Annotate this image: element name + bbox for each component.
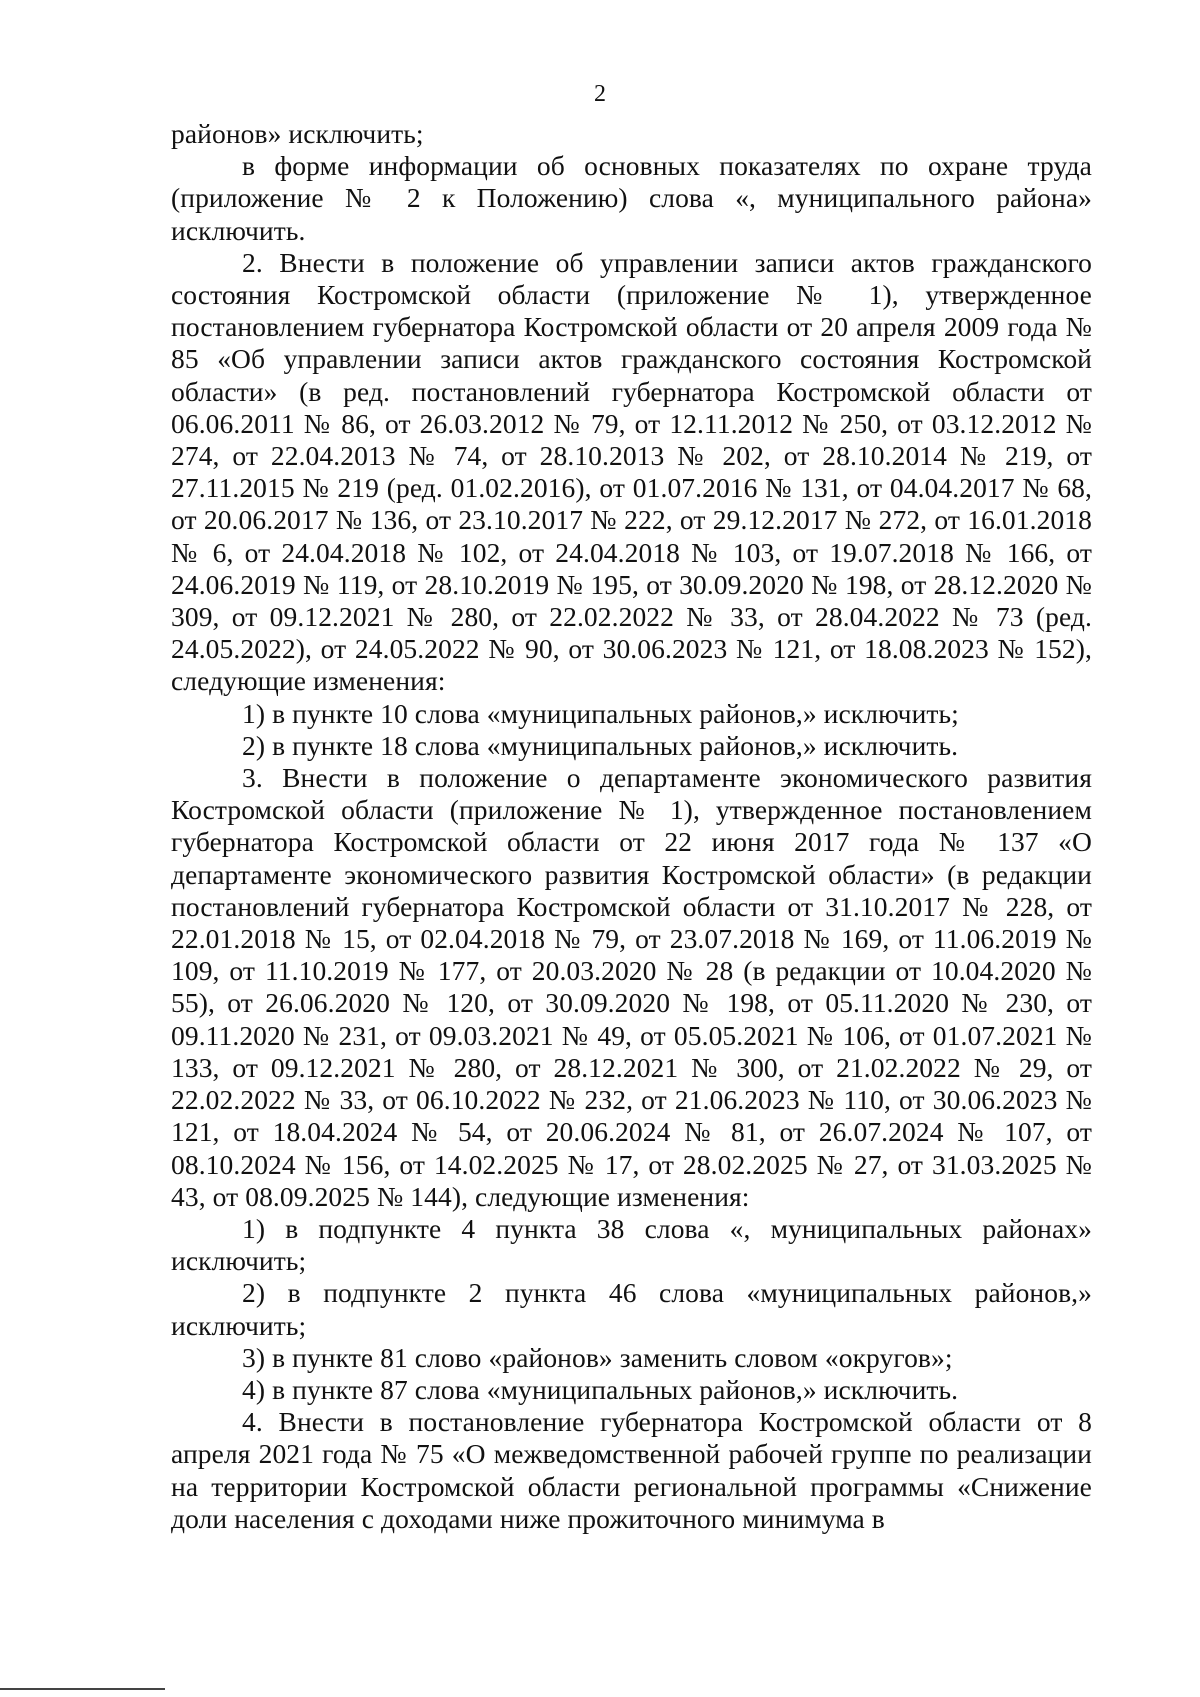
paragraph-item-2-sub-1: 1) в пункте 10 слова «муниципальных районов,» исключить; [242,697,959,729]
document-body [171,118,1092,1535]
paragraph-labor-info-form: в форме информации об основных показателях по охране труда (приложение № 2 к Положению) слова «, муниципального района» исключить. [171,150,1092,246]
paragraph-item-3-sub-1: 1) в подпункте 4 пункта 38 слова «, муниципальных районах» исключить; [171,1212,1092,1277]
page-number: 2 [594,81,606,107]
paragraph-item-3-sub-3: 3) в пункте 81 слово «районов» заменить словом «округов»; [242,1341,953,1373]
paragraph-item-2: 2. Внести в положение об управлении записи актов гражданского состояния Костромской области (приложение № 1), утвержденное постановлением губернатора Костромской области от 20 апреля 2009 года № 85 «Об управлении записи актов гражданского состояния Костромской области» (в ред. постановлений губернатора Костромской области от 06.06.2011 № 86, от 26.03.2012 № 79, от 12.11.2012 № 250, от 03.12.2012 № 274, от 22.04.2013 № 74, от 28.10.2013 № 202, от 28.10.2014 № 219, от 27.11.2015 № 219 (ред. 01.02.2016), от 01.07.2016 № 131, от 04.04.2017 № 68, от 20.06.2017 № 136, от 23.10.2017 № 222, от 29.12.2017 № 272, от 16.01.2018 № 6, от 24.04.2018 № 102, от 24.04.2018 № 103, от 19.07.2018 № 166, от 24.06.2019 № 119, от 28.10.2019 № 195, от 30.09.2020 № 198, от 28.12.2020 № 309, от 09.12.2021 № 280, от 22.02.2022 № 33, от 28.04.2022 № 73 (ред. 24.05.2022), от 24.05.2022 № 90, от 30.06.2023 № 121, от 18.08.2023 № 152), следующие изменения: [171,246,1092,697]
paragraph-item-3-sub-4: 4) в пункте 87 слова «муниципальных районов,» исключить. [242,1373,959,1405]
scan-edge-mark [0,1688,165,1690]
paragraph-item-3: 3. Внести в положение о департаменте экономического развития Костромской области (приложение № 1), утвержденное постановлением губернатора Костромской области от 22 июня 2017 года № 137 «О департаменте экономического развития Костромской области» (в редакции постановлений губернатора Костромской области от 31.10.2017 № 228, от 22.01.2018 № 15, от 02.04.2018 № 79, от 23.07.2018 № 169, от 11.06.2019 № 109, от 11.10.2019 № 177, от 20.03.2020 № 28 (в редакции от 10.04.2020 № 55), от 26.06.2020 № 120, от 30.09.2020 № 198, от 05.11.2020 № 230, от 09.11.2020 № 231, от 09.03.2021 № 49, от 05.05.2021 № 106, от 01.07.2021 № 133, от 09.12.2021 № 280, от 28.12.2021 № 300, от 21.02.2022 № 29, от 22.02.2022 № 33, от 06.10.2022 № 232, от 21.06.2023 № 110, от 30.06.2023 № 121, от 18.04.2024 № 54, от 20.06.2024 № 81, от 26.07.2024 № 107, от 08.10.2024 № 156, от 14.02.2025 № 17, от 28.02.2025 № 27, от 31.03.2025 № 43, от 08.09.2025 № 144), следующие изменения: [171,762,1092,1212]
paragraph-item-2-sub-2: 2) в пункте 18 слова «муниципальных районов,» исключить. [242,729,959,761]
paragraph-item-4: 4. Внести в постановление губернатора Костромской области от 8 апреля 2021 года № 75 «О межведомственной рабочей группе по реализации на территории Костромской области региональной программы «Снижение доли населения с доходами ниже прожиточного минимума в [171,1406,1092,1534]
paragraph-item-3-sub-2: 2) в подпункте 2 пункта 46 слова «муниципальных районов,» исключить; [171,1277,1092,1341]
paragraph-continuation: районов» исключить; [171,118,424,149]
